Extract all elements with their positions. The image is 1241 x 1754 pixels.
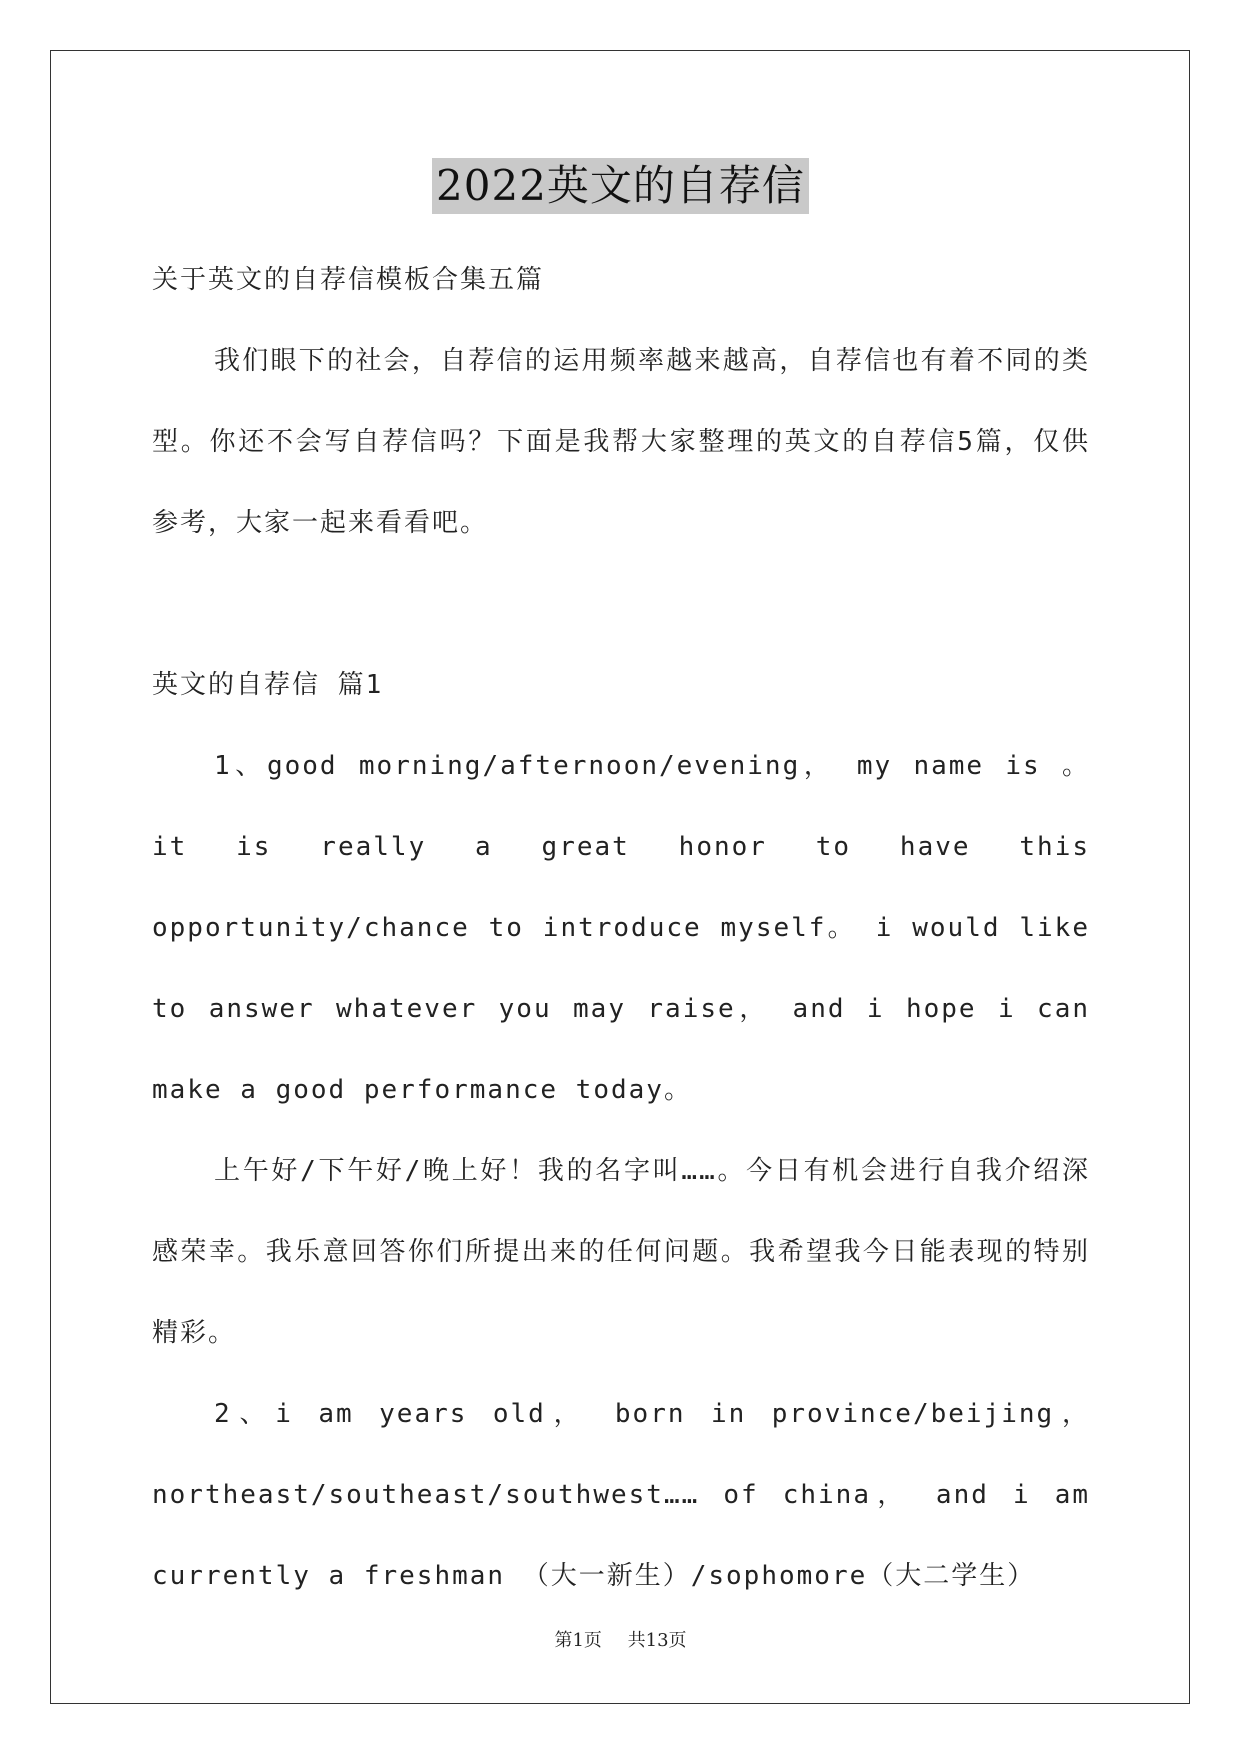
document-title: 2022英文的自荐信 — [432, 158, 809, 214]
subtitle: 关于英文的自荐信模板合集五篇 — [152, 265, 545, 295]
page-total: 共13页 — [627, 1630, 687, 1651]
spacer — [152, 564, 1090, 645]
paragraph-english-1: 1、good morning/afternoon/evening， my name is 。 it is really a great honor to have this opportunity/chance to introduce myself。 i would like to answer whatever you may raise， and i hope i can make a good performance today。 — [152, 751, 1090, 1105]
title-container — [0, 158, 1241, 214]
intro-paragraph: 我们眼下的社会，自荐信的运用频率越来越高，自荐信也有着不同的类型。你还不会写自荐信吗？下面是我帮大家整理的英文的自荐信5篇，仅供参考，大家一起来看看吧。 — [152, 346, 1090, 538]
paragraph-chinese-1: 上午好/下午好/晚上好！我的名字叫……。今日有机会进行自我介绍深感荣幸。我乐意回答你们所提出来的任何问题。我希望我今日能表现的特别精彩。 — [152, 1156, 1090, 1348]
page-number: 第1页 — [554, 1630, 602, 1651]
section-heading: 英文的自荐信 篇1 — [152, 670, 384, 700]
document-body — [152, 240, 1090, 1617]
paragraph-english-2: 2、i am years old， born in province/beijing，northeast/southeast/southwest…… of china， and i am currently a freshman （大一新生）/sophomore（大二学生） — [152, 1399, 1090, 1591]
page-footer — [0, 1626, 1241, 1652]
